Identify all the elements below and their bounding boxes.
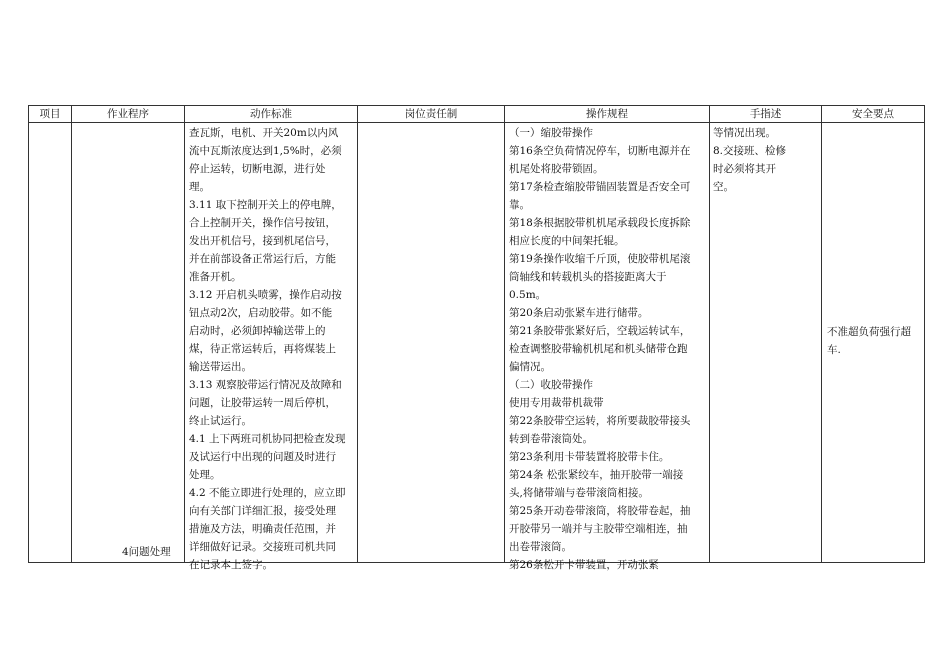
action-line: 煤，待正常运转后，再将煤装上	[189, 343, 336, 355]
action-line: 准备开机。	[189, 271, 242, 283]
operation-line: 转到卷带滚筒处。	[509, 433, 593, 445]
action-line: 查瓦斯，电机、开关20m以内风	[189, 127, 339, 139]
item-cell	[29, 123, 72, 563]
header-operation-rules: 操作规程	[505, 106, 710, 123]
work-procedure-table	[28, 105, 925, 571]
header-hand-pointing: 手指述	[710, 106, 822, 123]
operation-line: 第17条检查缩胶带锚固装置是否安全可	[509, 181, 691, 193]
operation-rules-cell	[505, 123, 710, 571]
operation-line: 第25条开动卷带滚筒，将胶带卷起，抽	[509, 505, 691, 517]
header-row	[29, 106, 925, 123]
action-line: 及试运行中出现的问题及时进行	[189, 451, 336, 463]
action-line: 停止运转，切断电源，进行处	[189, 163, 326, 175]
operation-rules-text	[505, 123, 709, 571]
safety-points-cell	[822, 123, 925, 563]
operation-line: 0.5m。	[509, 289, 547, 301]
hand-pointing-text	[710, 123, 821, 562]
header-procedure: 作业程序	[72, 106, 185, 123]
operation-line: 开胶带另一端并与主胶带空端相连，抽	[509, 523, 688, 535]
header-responsibility: 岗位责任制	[358, 106, 505, 123]
action-line: 措施及方法，明确责任范围，并	[189, 523, 336, 535]
content-row	[29, 123, 925, 563]
hand-pointing-cell	[710, 123, 822, 563]
procedure-label: 4问题处理	[122, 546, 171, 558]
action-line: 流中瓦斯浓度达到1,5%时，必须	[189, 145, 342, 157]
action-line: 输送带运出。	[189, 361, 252, 373]
operation-line: 第19条操作收缩千斤顶，使胶带机尾滚	[509, 253, 691, 265]
action-line: 处理。	[189, 469, 221, 481]
operation-line: 相应长度的中间架托辊。	[509, 235, 625, 247]
operation-line: 检查调整胶带输机机尾和机头储带仓跑	[509, 343, 688, 355]
safety-points-text	[827, 323, 921, 359]
operation-line: 使用专用裁带机裁带	[509, 397, 604, 409]
action-line: 启动时，必须卸掉输送带上的	[189, 325, 326, 337]
operation-line: 第23条利用卡带装置将胶带卡住。	[509, 451, 670, 463]
operation-line: 第24条 松张紧绞车，抽开胶带一端接	[509, 469, 684, 481]
action-line: 在记录本上签字。	[189, 559, 273, 571]
operation-line: 第20条启动张紧车进行储带。	[509, 307, 649, 319]
header-item: 项目	[29, 106, 72, 123]
action-line: 终止试运行。	[189, 415, 252, 427]
action-line: 3.11 取下控制开关上的停电牌，	[189, 199, 342, 211]
operation-line: 第26条松开卡带装置，开动张紧	[509, 559, 659, 571]
operation-line: 第18条根据胶带机机尾承载段长度拆除	[509, 217, 691, 229]
action-line: 3.12 开启机头喷雾，操作启动按	[189, 289, 342, 301]
action-line: 4.2 不能立即进行处理的，应立即	[189, 487, 346, 499]
action-standard-cell	[185, 123, 358, 571]
operation-line: 偏情况。	[509, 361, 551, 373]
action-line: 并在前部设备正常运行后，方能	[189, 253, 336, 265]
responsibility-cell	[358, 123, 505, 563]
hand-line: 空。	[713, 181, 734, 193]
operation-line: 第21条胶带张紧好后，空载运转试车，	[509, 325, 691, 337]
action-line: 钮点动2次，启动胶带。如不能	[189, 307, 333, 319]
action-line: 4.1 上下两班司机协同把检查发现	[189, 433, 346, 445]
operation-line: （一）缩胶带操作	[509, 127, 593, 139]
action-standard-text	[185, 123, 357, 571]
operation-line: 第22条胶带空运转，将所要裁胶带接头	[509, 415, 691, 427]
operation-line: 机尾处将胶带锁固。	[509, 163, 604, 175]
action-line: 3.13 观察胶带运行情况及故障和	[189, 379, 342, 391]
action-line: 向有关部门详细汇报，接受处理	[189, 505, 336, 517]
header-action-standard: 动作标准	[185, 106, 358, 123]
safety-line: 车.	[827, 344, 841, 356]
operation-line: 筒轴线和转载机头的搭接距离大于	[509, 271, 667, 283]
operation-line: 出卷带滚筒。	[509, 541, 572, 553]
hand-line: 8.交接班、检修	[713, 145, 787, 157]
hand-line: 时必须将其开	[713, 163, 776, 175]
action-line: 详细做好记录。交接班司机共同	[189, 541, 336, 553]
safety-line: 不准超负荷强行超	[827, 326, 911, 338]
operation-line: 头,将储带端与卷带滚筒相接。	[509, 487, 649, 499]
operation-line: 靠。	[509, 199, 530, 211]
action-line: 理。	[189, 181, 210, 193]
action-line: 合上控制开关，操作信号按钮，	[189, 217, 336, 229]
procedure-cell	[72, 123, 185, 563]
hand-line: 等情况出现。	[713, 127, 776, 139]
action-line: 问题，让胶带运转一周后停机，	[189, 397, 336, 409]
action-line: 发出开机信号，接到机尾信号，	[189, 235, 336, 247]
header-safety-points: 安全要点	[822, 106, 925, 123]
operation-line: 第16条空负荷情况停车，切断电源并在	[509, 145, 691, 157]
operation-line: （二）收胶带操作	[509, 379, 593, 391]
